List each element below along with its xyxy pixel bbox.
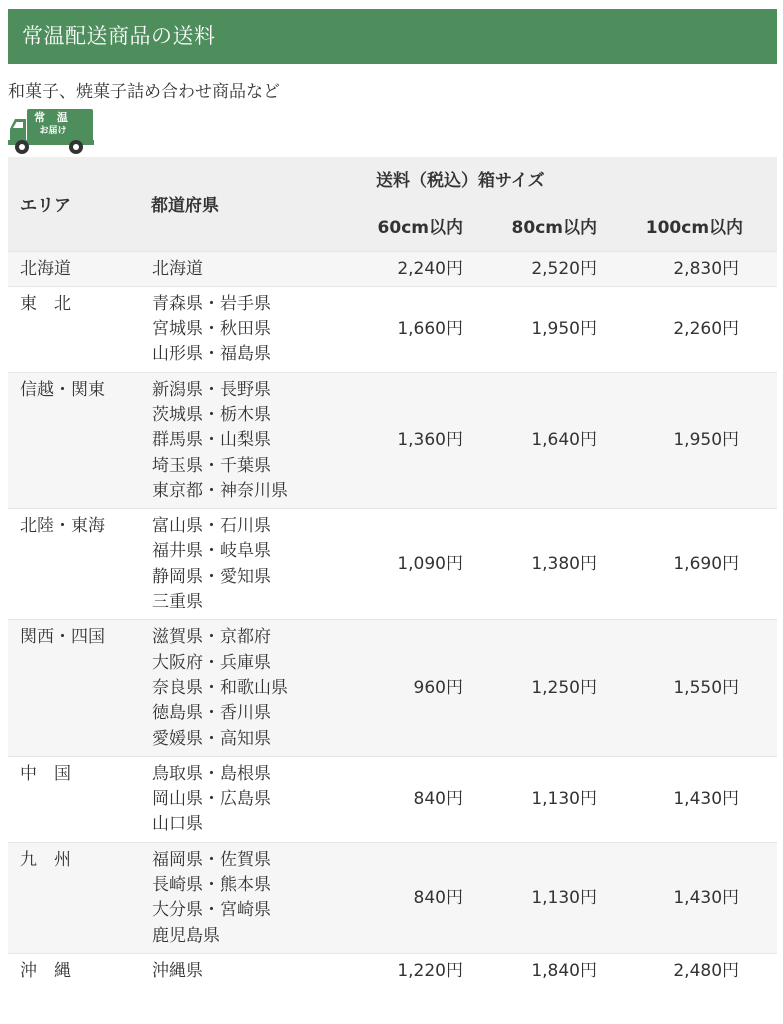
size-header-100: 100cm以内 xyxy=(641,201,777,251)
badge-line-2: お届け xyxy=(39,126,67,136)
prefecture-line: 東京都・神奈川県 xyxy=(152,480,288,501)
prefecture-line: 宮城県・秋田県 xyxy=(152,319,271,340)
table-row xyxy=(8,620,777,756)
fee-cell: 1,430円 xyxy=(673,789,740,810)
fee-cell: 1,660円 xyxy=(397,319,463,340)
table-row xyxy=(8,953,777,988)
fee-cell: 1,360円 xyxy=(373,372,507,508)
fee-cell: 1,130円 xyxy=(507,842,641,953)
prefecture-line: 山形県・福島県 xyxy=(152,344,271,365)
prefecture-line: 鳥取県・島根県 xyxy=(152,763,271,784)
fee-cell: 1,220円 xyxy=(397,960,463,981)
table-row xyxy=(8,509,777,620)
table-row xyxy=(8,756,777,842)
fee-cell: 840円 xyxy=(413,789,463,810)
shipping-fee-table xyxy=(8,157,777,988)
fee-cell: 840円 xyxy=(373,842,507,953)
prefecture-line: 岡山県・広島県 xyxy=(152,789,271,810)
area-cell: 沖 縄 xyxy=(20,960,71,981)
prefecture-line: 静岡県・愛知県 xyxy=(152,566,271,587)
prefecture-line: 茨城県・栃木県 xyxy=(152,404,271,425)
fee-cell: 960円 xyxy=(373,620,507,756)
prefecture-line: 新潟県・長野県 xyxy=(152,379,271,400)
prefecture-cell xyxy=(151,372,373,508)
prefecture-column-header: 都道府県 xyxy=(151,157,373,251)
product-category-note: 和菓子、焼菓子詰め合わせ商品など xyxy=(8,82,280,102)
fee-cell: 2,480円 xyxy=(673,960,740,981)
prefecture-cell xyxy=(151,620,373,756)
table-row xyxy=(8,372,777,508)
table-row xyxy=(8,251,777,286)
prefecture-line: 大分県・宮崎県 xyxy=(152,900,271,921)
prefecture-line: 鹿児島県 xyxy=(152,925,220,946)
prefecture-line: 滋賀県・京都府 xyxy=(152,627,271,648)
prefecture-line: 山口県 xyxy=(152,814,203,835)
prefecture-line: 愛媛県・高知県 xyxy=(152,728,271,749)
prefecture-cell xyxy=(151,756,373,842)
area-cell: 北海道 xyxy=(8,251,151,286)
size-header-60: 60cm以内 xyxy=(373,201,507,251)
table-row xyxy=(8,286,777,372)
fee-cell: 1,950円 xyxy=(531,319,597,340)
fee-cell: 2,240円 xyxy=(373,251,507,286)
prefecture-line: 長崎県・熊本県 xyxy=(152,875,271,896)
fee-cell: 1,250円 xyxy=(507,620,641,756)
prefecture-line: 徳島県・香川県 xyxy=(152,703,271,724)
area-cell: 九 州 xyxy=(8,842,151,953)
room-temperature-badge xyxy=(29,112,77,137)
fee-cell: 1,840円 xyxy=(531,960,597,981)
fee-cell: 1,550円 xyxy=(641,620,777,756)
fee-cell: 1,130円 xyxy=(531,789,597,810)
page-title: 常温配送商品の送料 xyxy=(8,9,777,64)
prefecture-line: 福岡県・佐賀県 xyxy=(152,849,271,870)
prefecture-cell xyxy=(151,953,373,988)
prefecture-cell xyxy=(151,509,373,620)
prefecture-line: 奈良県・和歌山県 xyxy=(152,677,288,698)
area-cell: 東 北 xyxy=(20,293,71,314)
badge-line-1: 常 温 xyxy=(34,111,72,124)
prefecture-line: 沖縄県 xyxy=(152,960,203,981)
fee-cell: 2,260円 xyxy=(673,319,740,340)
area-cell: 関西・四国 xyxy=(8,620,151,756)
prefecture-line: 福井県・岐阜県 xyxy=(152,541,271,562)
prefecture-cell xyxy=(151,842,373,953)
fee-group-header: 送料（税込）箱サイズ xyxy=(373,157,777,201)
fee-cell: 1,090円 xyxy=(397,554,463,575)
fee-cell: 1,690円 xyxy=(673,554,740,575)
table-row xyxy=(8,842,777,953)
prefecture-line: 埼玉県・千葉県 xyxy=(152,455,271,476)
prefecture-line: 群馬県・山梨県 xyxy=(152,430,271,451)
area-cell: 北陸・東海 xyxy=(20,516,105,537)
fee-cell: 2,830円 xyxy=(641,251,777,286)
prefecture-cell xyxy=(151,251,373,286)
size-header-80: 80cm以内 xyxy=(507,201,641,251)
fee-cell: 1,430円 xyxy=(641,842,777,953)
fee-cell: 1,950円 xyxy=(641,372,777,508)
prefecture-cell xyxy=(151,286,373,372)
prefecture-line: 北海道 xyxy=(152,258,203,279)
area-cell: 信越・関東 xyxy=(8,372,151,508)
fee-cell: 1,380円 xyxy=(531,554,597,575)
fee-cell: 2,520円 xyxy=(507,251,641,286)
area-cell: 中 国 xyxy=(20,763,71,784)
prefecture-line: 富山県・石川県 xyxy=(152,516,271,537)
area-column-header: エリア xyxy=(8,157,151,251)
prefecture-line: 大阪府・兵庫県 xyxy=(152,652,271,673)
fee-cell: 1,640円 xyxy=(507,372,641,508)
prefecture-line: 三重県 xyxy=(152,592,203,613)
prefecture-line: 青森県・岩手県 xyxy=(152,293,271,314)
